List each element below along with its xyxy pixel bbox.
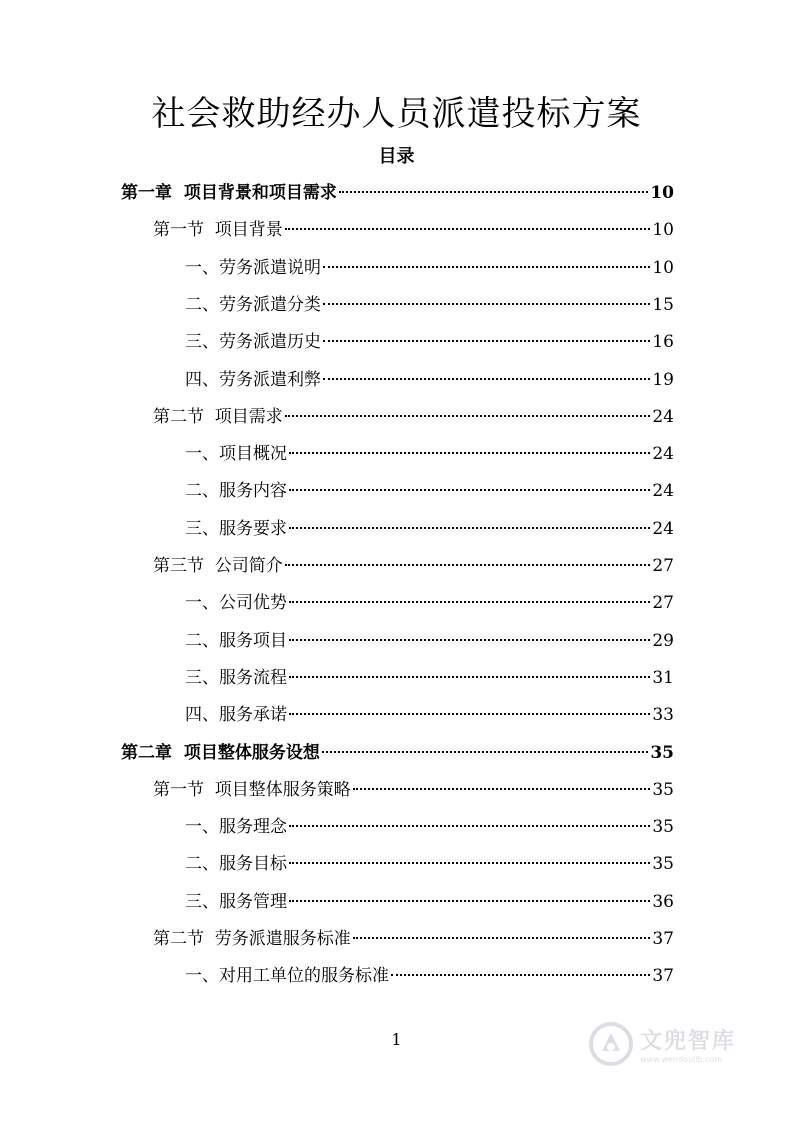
toc-leader-dots [353, 788, 651, 790]
toc-leader-dots [285, 415, 651, 417]
toc-leader-dots [391, 974, 650, 976]
toc-entry-label: 第一章 项目背景和项目需求 [121, 183, 337, 203]
toc-entry-page: 10 [650, 183, 674, 203]
toc-entry[interactable] [185, 961, 674, 991]
toc-leader-dots [289, 713, 650, 715]
toc-entry-page: 27 [652, 593, 674, 613]
toc-entry-page: 15 [652, 295, 674, 315]
toc-leader-dots [285, 564, 651, 566]
toc-entry[interactable] [121, 738, 674, 768]
watermark [588, 1016, 758, 1072]
toc-leader-dots [289, 900, 650, 902]
watermark-url: www.wendoulib.com [640, 1055, 723, 1064]
toc-entry-page: 19 [652, 370, 674, 390]
toc-entry-label: 四、服务承诺 [185, 705, 287, 725]
watermark-name: 文兜智库 [640, 1029, 737, 1054]
wendou-logo-icon [588, 1021, 634, 1067]
toc-entry[interactable] [185, 476, 674, 506]
toc-entry[interactable] [185, 887, 674, 917]
toc-entry[interactable] [185, 327, 674, 357]
toc-entry-page: 35 [652, 780, 674, 800]
toc-entry-label: 第一节 项目背景 [153, 220, 283, 240]
toc-leader-dots [323, 378, 650, 380]
toc-entry-page: 37 [652, 929, 674, 949]
toc-leader-dots [323, 266, 650, 268]
toc-entry-page: 27 [652, 556, 674, 576]
toc-entry-page: 10 [652, 220, 674, 240]
toc-entry[interactable] [153, 775, 674, 805]
toc-entry-label: 一、公司优势 [185, 593, 287, 613]
toc-entry-page: 35 [650, 743, 674, 763]
toc-entry-label: 二、劳务派遣分类 [185, 295, 321, 315]
toc-entry[interactable] [121, 178, 674, 208]
toc-entry-label: 二、服务项目 [185, 631, 287, 651]
toc-leader-dots [289, 452, 650, 454]
toc-entry[interactable] [185, 290, 674, 320]
toc-entry-page: 24 [652, 444, 674, 464]
toc-entry-label: 四、劳务派遣利弊 [185, 370, 321, 390]
toc-entry[interactable] [185, 588, 674, 618]
toc-entry-page: 10 [652, 258, 674, 278]
toc-entry[interactable] [185, 439, 674, 469]
page-number: 1 [391, 1030, 402, 1049]
toc-entry-page: 24 [652, 519, 674, 539]
toc-leader-dots [322, 751, 648, 753]
toc-entry[interactable] [153, 924, 674, 954]
toc-entry[interactable] [185, 514, 674, 544]
toc-entry[interactable] [185, 626, 674, 656]
toc-entry-page: 29 [652, 631, 674, 651]
toc-leader-dots [285, 228, 651, 230]
toc-entry-label: 二、服务内容 [185, 481, 287, 501]
toc-entry-label: 第二节 劳务派遣服务标准 [153, 929, 351, 949]
toc-entry-page: 36 [652, 892, 674, 912]
toc-leader-dots [289, 639, 650, 641]
toc-entry-page: 35 [652, 854, 674, 874]
toc-entry-label: 三、服务流程 [185, 668, 287, 688]
toc-leader-dots [289, 825, 650, 827]
toc-entry-page: 16 [652, 332, 674, 352]
toc-entry-label: 一、劳务派遣说明 [185, 258, 321, 278]
toc-entry[interactable] [185, 849, 674, 879]
toc-entry[interactable] [185, 700, 674, 730]
toc-leader-dots [323, 340, 650, 342]
toc-entry-page: 35 [652, 817, 674, 837]
toc-leader-dots [289, 862, 650, 864]
toc-entry-page: 31 [652, 668, 674, 688]
toc-leader-dots [339, 191, 648, 193]
toc-entry-page: 33 [652, 705, 674, 725]
toc-entry-label: 第二节 项目需求 [153, 407, 283, 427]
document-title: 社会救助经办人员派遣投标方案 [151, 94, 642, 134]
toc-entry-label: 三、服务管理 [185, 892, 287, 912]
toc-entry[interactable] [185, 812, 674, 842]
toc-leader-dots [353, 937, 651, 939]
toc-entry[interactable] [185, 663, 674, 693]
toc-heading: 目录 [378, 146, 415, 167]
toc-leader-dots [289, 489, 650, 491]
toc-entry-page: 37 [652, 966, 674, 986]
toc-entry-label: 二、服务目标 [185, 854, 287, 874]
toc-leader-dots [289, 527, 650, 529]
toc-entry[interactable] [153, 551, 674, 581]
toc-leader-dots [289, 601, 650, 603]
toc-entry-label: 第二章 项目整体服务设想 [121, 743, 320, 763]
toc-entry-page: 24 [652, 481, 674, 501]
toc-leader-dots [289, 676, 650, 678]
toc-entry-label: 三、劳务派遣历史 [185, 332, 321, 352]
toc-entry-label: 一、项目概况 [185, 444, 287, 464]
toc-entry[interactable] [185, 253, 674, 283]
toc-entry-label: 三、服务要求 [185, 519, 287, 539]
toc-entry-label: 第三节 公司简介 [153, 556, 283, 576]
toc-entry-label: 一、服务理念 [185, 817, 287, 837]
toc-entry-label: 一、对用工单位的服务标准 [185, 966, 389, 986]
toc-entry-page: 24 [652, 407, 674, 427]
toc-entry-label: 第一节 项目整体服务策略 [153, 780, 351, 800]
toc-entry[interactable] [153, 215, 674, 245]
toc-entry[interactable] [153, 402, 674, 432]
toc-leader-dots [323, 303, 650, 305]
toc-entry[interactable] [185, 365, 674, 395]
